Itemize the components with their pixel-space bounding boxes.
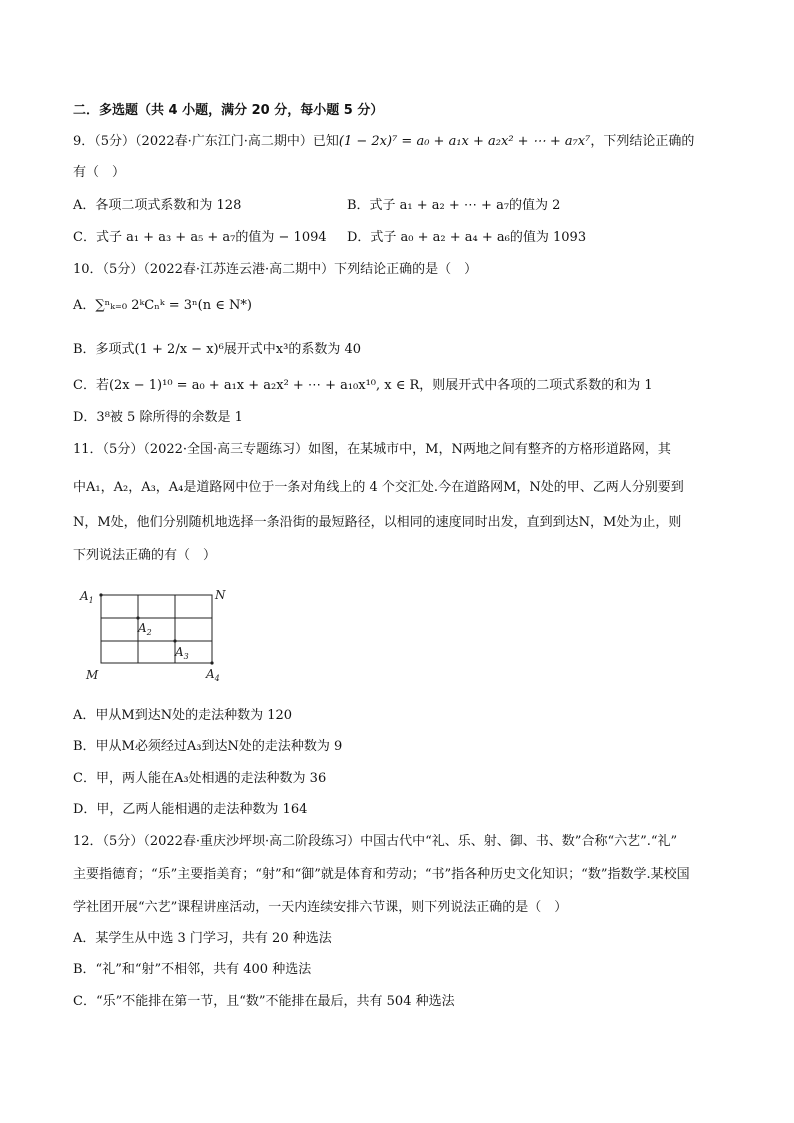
q10-option-b: B．多项式(1 + 2/x − x)⁶展开式中x³的系数为 40 (73, 342, 362, 357)
q9-option-d: D．式子 a₀ + a₂ + a₄ + a₆的值为 1093 (347, 230, 587, 245)
q9-formula: (1 − 2x)⁷ = a₀ + a₁x + a₂x² + ⋯ + a₇x⁷ (338, 134, 591, 149)
q11-option-a: A．甲从M到达N处的走法种数为 120 (73, 708, 293, 723)
label-a1: $A_1$ (80, 589, 94, 605)
label-n: N (215, 588, 226, 602)
label-a4: $A_4$ (206, 667, 220, 683)
question-9-stem (73, 133, 694, 151)
point-a2 (136, 616, 139, 619)
q9-option-a: A．各项二项式系数和为 128 (73, 198, 242, 213)
label-a2: $A_2$ (138, 621, 152, 637)
q9-stem-line2: 有（ ） (73, 165, 126, 180)
point-a3 (173, 639, 176, 642)
q11-option-b: B．甲从M必须经过A₃到达N处的走法种数为 9 (73, 739, 343, 754)
q9-prefix: 9．（5分）（2022春·广东江门·高二期中）已知 (73, 134, 339, 149)
question-11-line3: N，M处，他们分别随机地选择一条沿街的最短路径，以相同的速度同时出发，直到到达N，M处为止，则 (73, 515, 682, 530)
question-11-line4: 下列说法正确的有（ ） (73, 548, 217, 563)
point-a1 (99, 593, 102, 596)
q10-option-d: D．3⁸被 5 除所得的余数是 1 (73, 410, 243, 425)
question-11-line2: 中A₁，A₂，A₃，A₄是道路网中位于一条对角线上的 4 个交汇处.今在道路网M，N处的甲、乙两人分别要到 (73, 480, 684, 495)
label-a3: $A_3$ (175, 645, 189, 661)
grid-lines (101, 595, 212, 663)
q12-option-b: B．“礼”和“射”不相邻，共有 400 种选法 (73, 962, 312, 977)
question-12-line1: 12．（5分）（2022春·重庆沙坪坝·高二阶段练习）中国古代中“礼、乐、射、御、书、数”合称“六艺”.“礼” (73, 834, 678, 849)
grid-road-figure (76, 583, 236, 687)
q9-option-c: C．式子 a₁ + a₃ + a₅ + a₇的值为 − 1094 (73, 230, 327, 245)
q12-option-a: A．某学生从中选 3 门学习，共有 20 种选法 (73, 931, 332, 946)
q10-option-c: C．若(2x − 1)¹⁰ = a₀ + a₁x + a₂x² + ⋯ + a₁₀x¹⁰, x ∈ R，则展开式中各项的二项式系数的和为 1 (73, 378, 653, 393)
question-11-line1: 11．（5分）（2022·全国·高三专题练习）如图，在某城市中，M，N两地之间有整齐的方格形道路网，其 (73, 442, 671, 457)
q9-option-b: B．式子 a₁ + a₂ + ⋯ + a₇的值为 2 (347, 198, 561, 213)
section-header: 二．多选题（共 4 小题，满分 20 分，每小题 5 分） (73, 103, 384, 118)
label-m: M (86, 668, 99, 682)
q11-option-d: D．甲，乙两人能相遇的走法种数为 164 (73, 802, 308, 817)
question-12-line2: 主要指德育；“乐”主要指美育；“射”和“御”就是体育和劳动；“书”指各种历史文化知识；“数”指数学.某校国 (73, 867, 690, 882)
q9-suffix: ，下列结论正确的 (590, 134, 695, 149)
question-12-line3: 学社团开展“六艺”课程讲座活动，一天内连续安排六节课，则下列说法正确的是（ ） (73, 900, 568, 915)
q12-option-c: C．“乐”不能排在第一节，且“数”不能排在最后，共有 504 种选法 (73, 994, 455, 1009)
q10-option-a: A．∑ⁿₖ₌₀ 2ᵏCₙᵏ = 3ⁿ(n ∈ N*) (73, 298, 252, 313)
q11-option-c: C．甲，两人能在A₃处相遇的走法种数为 36 (73, 771, 327, 786)
point-a4 (210, 661, 213, 664)
question-10-stem: 10．（5分）（2022春·江苏连云港·高二期中）下列结论正确的是（ ） (73, 262, 478, 277)
